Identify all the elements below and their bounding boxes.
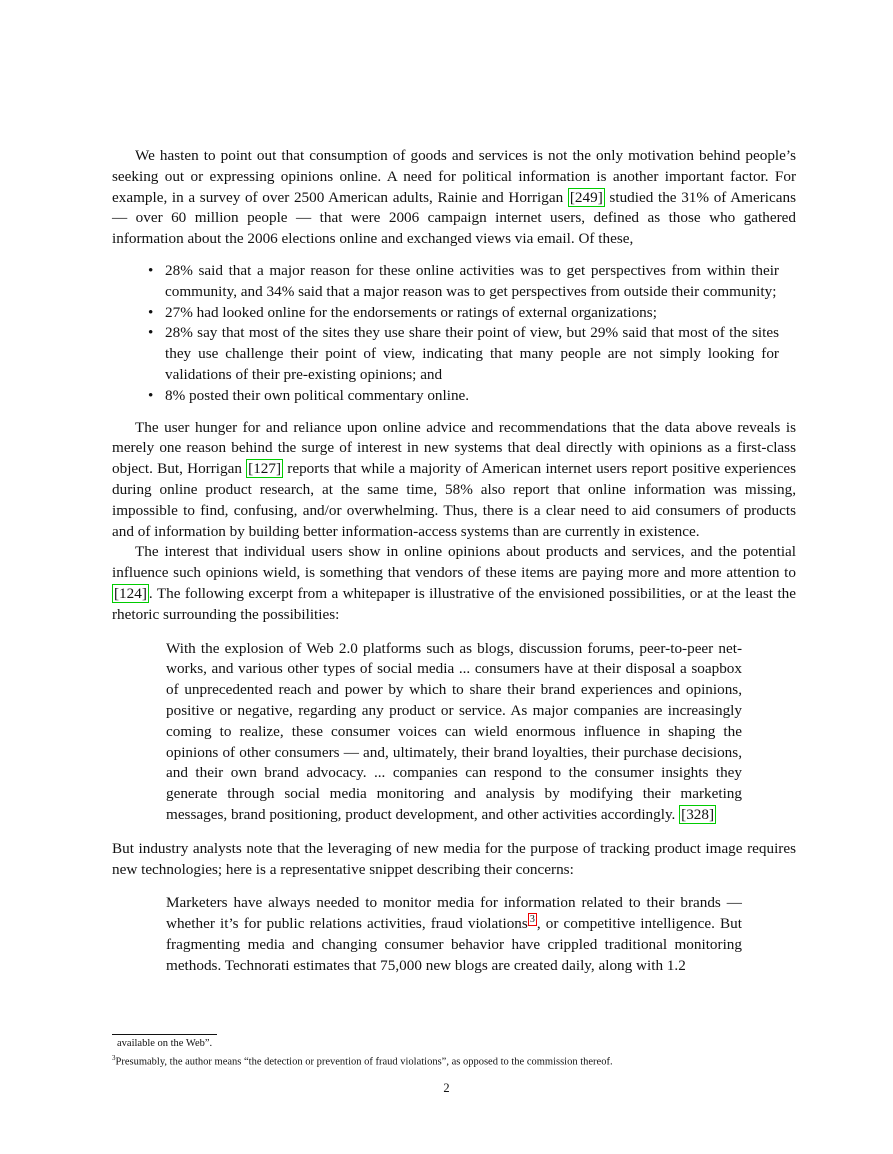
paragraph-vendor-interest: [112, 542, 796, 625]
marketers-quote: [166, 893, 742, 976]
footnote-text: Presumably, the author means “the detection or prevention of fraud violations”, as opposed to the commission thereof.: [115, 1056, 613, 1068]
footnote-rule: [112, 1034, 217, 1035]
quote-text: With the explosion of Web 2.0 platforms such as blogs, discussion forums, peer-to-peer networks, and various other types of social media ... consumers have at their disposal a soapbox of unprecedented reach and power by which to share their brand experiences and opinions, positive or negative, regarding any product or service. As major companies are increasingly coming to realize, these consumer voices can wield enormous influence in shaping the opinions of other consumers — and, ultimately, their brand loyalties, their purchase decisions, and their own brand advocacy. ... companies can respond to the consumer insights they generate through social media monitoring and analysis by modifying their marketing messages, brand positioning, product development, and other activities accordingly.: [166, 639, 742, 823]
paragraph-text: . The following excerpt from a whitepaper is illustrative of the envisioned possibilities, or at the least the rhetoric surrounding the possibilities:: [112, 584, 796, 623]
list-item: • 27% had looked online for the endorsements or ratings of external organizations;: [165, 303, 779, 324]
bullet-icon: •: [148, 303, 154, 321]
whitepaper-quote: [166, 639, 742, 826]
bullet-icon: •: [148, 324, 154, 342]
bullet-icon: •: [148, 386, 154, 404]
footnote-ref-link[interactable]: 3: [529, 914, 535, 926]
list-item: • 28% said that a major reason for these online activities was to get perspectives from within their community, and 34% said that a major reason was to get perspectives from outside their community;: [148, 261, 779, 300]
footnote-continuation: available on the Web”.: [117, 1038, 213, 1049]
bullet-icon: •: [148, 261, 154, 279]
quote-text: Marketers have always needed to monitor media for information related to their brands — whether it’s for public relations activities, fraud violations: [166, 894, 742, 933]
paragraph-text: The interest that individual users show in online opinions about products and services, and the potential influence such opinions wield, is something that vendors of these items are paying more and more attention to: [112, 543, 796, 582]
list-item: • 28% say that most of the sites they use share their point of view, but 29% said that most of the sites they use challenge their point of view, indicating that many people are not simply looking for validations of their pre-existing opinions; and: [148, 324, 779, 383]
page-body: [112, 146, 796, 989]
paragraph-text: studied the 31% of Americans — over 60 million people — that were 2006 campaign internet users, defined as those who gathered information about the 2006 elections online and exchanged views via email. Of these,: [112, 188, 796, 248]
citation-link[interactable]: [249]: [569, 188, 603, 206]
survey-bullet-list: [112, 261, 779, 407]
paragraph-industry-analysts: But industry analysts note that the leveraging of new media for the purpose of tracking product image requires new technologies; here is a representative snippet describing their concerns:: [112, 839, 796, 878]
quote-text: , or competitive intelligence. But fragmenting media and changing consumer behavior have crippled traditional monitoring methods. Technorati estimates that 75,000 new blogs are created daily, along with 1.2: [166, 915, 742, 974]
footnote-3: [112, 1051, 796, 1070]
citation-link[interactable]: [127]: [248, 460, 282, 478]
paragraph-text: reports that while a majority of American internet users report positive experiences during online product research, at the same time, 58% also report that online information was missing, impossible to find, confusing, and/or overwhelming. Thus, there is a clear need to aid consumers of products and of information by building better information-access systems than are currently in existence.: [112, 460, 796, 540]
list-item: • 8% posted their own political commentary online.: [165, 386, 779, 407]
paragraph-political-info: [112, 146, 796, 250]
page-number: 2: [443, 1081, 450, 1095]
citation-link[interactable]: [124]: [114, 584, 147, 602]
paragraph-text: The user hunger for and reliance upon online advice and recommendations that the data above reveals is merely one reason behind the surge of interest in new systems that deal directly with opinions as a first-class object. But, Horrigan: [112, 418, 796, 478]
paragraph-user-hunger: [112, 418, 796, 543]
citation-link[interactable]: [328]: [681, 805, 715, 823]
footnote-mark: 3: [112, 1054, 116, 1062]
paragraph-text: We hasten to point out that consumption of goods and services is not the only motivation behind people’s seeking out or expressing opinions online. A need for political information is another important factor. For example, in a survey of over 2500 American adults, Rainie and Horrigan: [112, 147, 796, 206]
footnotes: [112, 1034, 796, 1070]
